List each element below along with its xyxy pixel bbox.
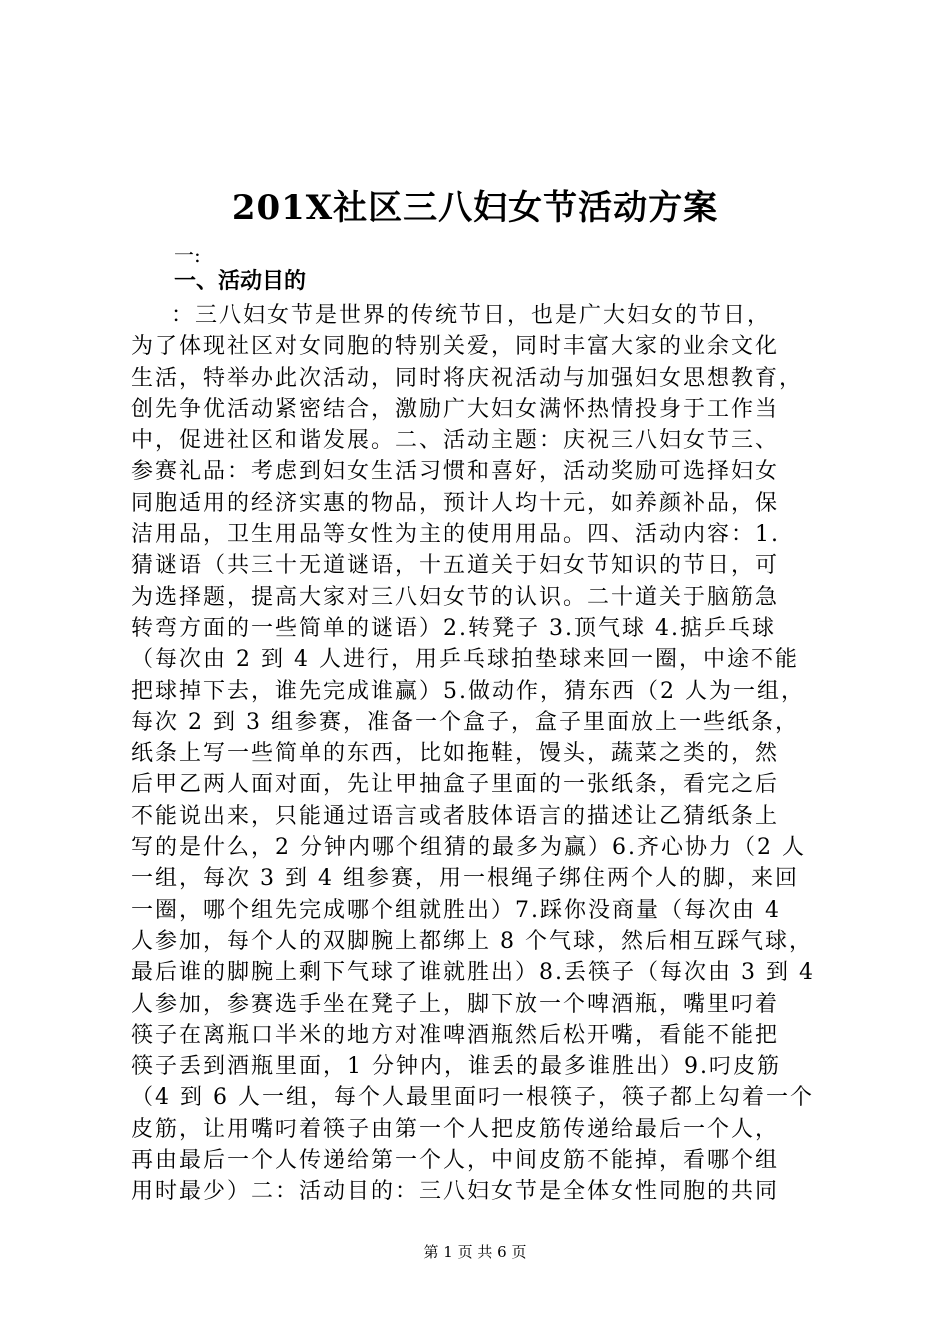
page-footer: 第 1 页 共 6 页 (423, 1243, 527, 1261)
body-line: （每次由 2 到 4 人进行，用乒乓球拍垫球来回一圈，中途不能 (131, 647, 799, 673)
body-line: 参赛礼品：考虑到妇女生活习惯和喜好，活动奖励可选择妇女 (131, 459, 780, 485)
body-line: （4 到 6 人一组，每个人最里面叼一根筷子，筷子都上勾着一个 (131, 1085, 814, 1111)
body-line: 筷子在离瓶口半米的地方对准啤酒瓶然后松开嘴，看能不能把 (131, 1022, 780, 1048)
body-line: 转弯方面的一些简单的谜语）2.转凳子 3.顶气球 4.掂乒乓球 (131, 615, 776, 641)
body-line: 同胞适用的经济实惠的物品，预计人均十元，如养颜补品，保 (131, 490, 780, 516)
body-line: 人参加，参赛选手坐在凳子上，脚下放一个啤酒瓶，嘴里叼着 (131, 991, 780, 1017)
body-line: 再由最后一个人传递给第一个人，中间皮筋不能掉，看哪个组 (131, 1148, 780, 1174)
body-line: 猜谜语（共三十无道谜语，十五道关于妇女节知识的节日，可 (131, 553, 780, 579)
body-line: 洁用品，卫生用品等女性为主的使用用品。四、活动内容：1. (131, 522, 780, 548)
body-text (131, 300, 831, 1208)
body-line: 用时最少）二：活动目的：三八妇女节是全体女性同胞的共同 (131, 1179, 780, 1205)
body-line: 创先争优活动紧密结合，激励广大妇女满怀热情投身于工作当 (131, 396, 780, 422)
body-line: 把球掉下去，谁先完成谁赢）5.做动作，猜东西（2 人为一组， (131, 678, 805, 704)
body-line: 写的是什么，2 分钟内哪个组猜的最多为赢）6.齐心协力（2 人 (131, 835, 806, 861)
body-line: 中，促进社区和谐发展。二、活动主题：庆祝三八妇女节三、 (131, 428, 780, 454)
body-line: 后甲乙两人面对面，先让甲抽盒子里面的一张纸条，看完之后 (131, 772, 780, 798)
section-heading: 一、活动目的 (174, 269, 307, 294)
body-line: 一圈，哪个组先完成哪个组就胜出）7.踩你没商量（每次由 4 (131, 897, 781, 923)
body-line: ：三八妇女节是世界的传统节日，也是广大妇女的节日， (171, 303, 772, 328)
body-line: 最后谁的脚腕上剩下气球了谁就胜出）8.丢筷子（每次由 3 到 4 (131, 960, 815, 986)
body-line: 不能说出来，只能通过语言或者肢体语言的描述让乙猜纸条上 (131, 803, 780, 829)
body-line: 为选择题，提高大家对三八妇女节的认识。二十道关于脑筋急 (131, 584, 780, 610)
body-line: 生活，特举办此次活动，同时将庆祝活动与加强妇女思想教育， (131, 365, 804, 391)
body-line: 每次 2 到 3 组参赛，准备一个盒子，盒子里面放上一些纸条， (131, 709, 799, 735)
section-label: 一: (174, 243, 201, 267)
body-line: 筷子丢到酒瓶里面，1 分钟内，谁丢的最多谁胜出）9.叼皮筋 (131, 1054, 781, 1080)
body-line: 为了体现社区对女同胞的特别关爱，同时丰富大家的业余文化 (131, 334, 780, 360)
document-title: 201X社区三八妇女节活动方案 (231, 188, 719, 228)
body-line: 一组，每次 3 到 4 组参赛，用一根绳子绑住两个人的脚，来回 (131, 866, 799, 892)
body-line: 纸条上写一些简单的东西，比如拖鞋，馒头，蔬菜之类的，然 (131, 741, 780, 767)
body-line: 皮筋，让用嘴叼着筷子由第一个人把皮筋传递给最后一个人， (131, 1116, 780, 1142)
body-line: 人参加，每个人的双脚腕上都绑上 8 个气球，然后相互踩气球， (131, 928, 813, 954)
